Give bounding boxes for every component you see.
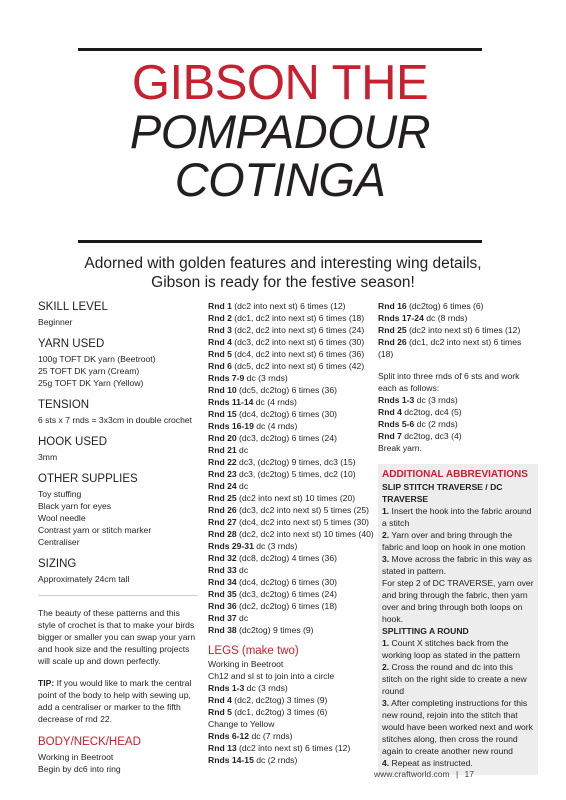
tip-label: TIP: [38, 678, 55, 688]
round-row [208, 300, 378, 312]
round-row-label: Rnd 36 [208, 601, 237, 611]
legs-rounds-3 [378, 300, 538, 360]
round-row [208, 754, 378, 766]
round-row-label: Rnds 6-12 [208, 731, 250, 741]
round-row [208, 528, 378, 540]
round-row-label: Rnds 7-9 [208, 373, 245, 383]
step-item-label: 2. [382, 530, 390, 540]
traverse-steps [382, 505, 534, 577]
round-row-text: (dc2 into next st) 6 times (12) [231, 301, 346, 311]
round-row-label: Rnd 25 [208, 493, 237, 503]
tension-value: 6 sts x 7 rnds = 3x3cm in double crochet [38, 415, 193, 425]
round-row [208, 336, 378, 348]
intro-text: Adorned with golden features and interesting wing details, Gibson is ready for the festive season! [84, 255, 482, 291]
round-row-label: Rnd 13 [208, 743, 237, 753]
supplies-heading: OTHER SUPPLIES [38, 473, 138, 485]
round-row-label: Rnd 4 [208, 695, 232, 705]
round-row [378, 406, 538, 418]
round-row [378, 312, 538, 324]
yarn-list [38, 353, 198, 389]
round-row-label: Rnd 26 [208, 505, 237, 515]
round-row-label: Rnd 23 [208, 469, 237, 479]
step-item [382, 505, 534, 529]
round-row-text: dc [236, 481, 249, 491]
round-row-text: dc (2 rnds) [253, 755, 298, 765]
round-row [208, 588, 378, 600]
round-row [208, 468, 378, 480]
round-row [208, 504, 378, 516]
round-row-label: Rnds 1-3 [378, 395, 415, 405]
round-row-text: (dc3, dc2 into next st) 6 times (30) [231, 337, 365, 347]
round-row [208, 444, 378, 456]
abbreviations-heading: ADDITIONAL ABBREVIATIONS [382, 469, 528, 480]
round-row [208, 396, 378, 408]
round-row-text: (dc2 into next st) 10 times (20) [236, 493, 356, 503]
round-row-label: Rnds 17-24 [378, 313, 424, 323]
round-row [208, 348, 378, 360]
round-row-text: (dc2, dc2 into next st) 10 times (40) [236, 529, 374, 539]
round-row [208, 706, 378, 718]
step-item-label: 3. [382, 698, 390, 708]
round-row-label: Rnd 16 [378, 301, 407, 311]
step-item-label: 1. [382, 506, 390, 516]
supply-item: Toy stuffing [38, 489, 82, 499]
round-row-text: dc (7 rnds) [249, 731, 293, 741]
footer-site: www.craftworld.com [374, 769, 450, 779]
round-row-label: Rnd 7 [378, 431, 402, 441]
round-row-text: dc [236, 613, 249, 623]
round-row-label: Rnd 35 [208, 589, 237, 599]
step-item [382, 757, 534, 769]
body-heading: BODY/NECK/HEAD [38, 736, 141, 748]
skill-heading: SKILL LEVEL [38, 301, 108, 313]
step-item-text: Move across the fabric in this way as stated in pattern. [382, 554, 532, 576]
column-3 [378, 300, 538, 775]
round-row-label: Rnd 20 [208, 433, 237, 443]
break-yarn: Break yarn. [378, 443, 422, 453]
round-row [208, 576, 378, 588]
round-row-text: dc (2 rnds) [414, 419, 458, 429]
round-row [208, 312, 378, 324]
skill-value: Beginner [38, 317, 73, 327]
round-row-text: (dc2, dc2tog) 3 times (9) [231, 695, 328, 705]
body-rounds [208, 300, 378, 636]
step-item-text: Cross the round and dc into this stitch on the right side to create a new round [382, 662, 527, 696]
round-row [378, 418, 538, 430]
round-row [208, 730, 378, 742]
step-item [382, 529, 534, 553]
splitting-subheading: SPLITTING A ROUND [382, 626, 469, 636]
round-row-label: Rnd 28 [208, 529, 237, 539]
step-item-text: Insert the hook into the fabric around a stitch [382, 506, 532, 528]
round-row-text: dc (4 rnds) [253, 397, 297, 407]
watermark: PassionForum.ru [436, 784, 505, 794]
round-row [378, 324, 538, 336]
legs-change: Change to Yellow [208, 719, 275, 729]
supply-item: Wool needle [38, 513, 86, 523]
round-row [378, 430, 538, 442]
round-row [208, 432, 378, 444]
round-row-label: Rnd 4 [208, 337, 232, 347]
round-row-label: Rnd 27 [208, 517, 237, 527]
round-row-label: Rnd 25 [378, 325, 407, 335]
round-row [208, 456, 378, 468]
splitting-steps [382, 637, 534, 769]
round-row [208, 682, 378, 694]
step-item-label: 3. [382, 554, 390, 564]
legs-rounds [208, 682, 378, 718]
bottom-rule [78, 240, 482, 243]
round-row-label: Rnds 11-14 [208, 397, 254, 407]
body-line: Working in Beetroot [38, 752, 114, 762]
tension-heading: TENSION [38, 399, 90, 411]
round-row [208, 324, 378, 336]
round-row-label: Rnd 15 [208, 409, 237, 419]
footer-page-number: 17 [464, 769, 475, 779]
round-row [208, 420, 378, 432]
round-row-label: Rnd 6 [208, 361, 232, 371]
legs-line: Ch12 and sl st to join into a circle [208, 671, 335, 681]
yarn-item: 100g TOFT DK yarn (Beetroot) [38, 354, 156, 364]
step-item-label: 4. [382, 758, 390, 768]
step-item [382, 697, 534, 757]
legs-rounds-2 [208, 730, 378, 766]
round-row-label: Rnd 1 [208, 301, 232, 311]
legs-line: Working in Beetroot [208, 659, 284, 669]
step-item-label: 1. [382, 638, 390, 648]
round-row-text: (dc5, dc2tog) 6 times (36) [236, 385, 337, 395]
supply-item: Black yarn for eyes [38, 501, 112, 511]
round-row-text: (dc2tog) 9 times (9) [236, 625, 314, 635]
round-row-text: (dc1, dc2tog) 3 times (6) [231, 707, 328, 717]
round-row-text: (dc2tog) 6 times (6) [406, 301, 484, 311]
traverse-subheading: SLIP STITCH TRAVERSE / DC TRAVERSE [382, 482, 503, 504]
column-2 [208, 300, 378, 766]
round-row [208, 624, 378, 636]
round-row-text: dc3, (dc2tog) 5 times, dc2 (10) [236, 469, 356, 479]
round-row-text: (dc2, dc2 into next st) 6 times (24) [231, 325, 365, 335]
round-row-label: Rnd 5 [208, 707, 232, 717]
round-row [208, 384, 378, 396]
supply-item: Centraliser [38, 537, 80, 547]
round-row [208, 408, 378, 420]
hook-heading: HOOK USED [38, 436, 108, 448]
round-row-text: (dc2 into next st) 6 times (12) [236, 743, 351, 753]
round-row-text: dc (3 rnds) [244, 373, 288, 383]
round-row-text: dc (8 rnds) [423, 313, 468, 323]
round-row-label: Rnd 26 [378, 337, 407, 347]
round-row-text: (dc4, dc2tog) 6 times (30) [236, 409, 337, 419]
hook-value: 3mm [38, 452, 58, 462]
abbreviations-box [378, 464, 538, 775]
round-row-text: dc (3 rnds) [253, 541, 298, 551]
round-row-text: dc (3 rnds) [244, 683, 288, 693]
step-item-text: Count X stitches back from the working loop as stated in the pattern [382, 638, 521, 660]
yarn-item: 25g TOFT DK Yarn (Yellow) [38, 378, 144, 388]
round-row-text: (dc3, dc2tog) 6 times (24) [236, 433, 337, 443]
split-text: Split into three rnds of 6 sts and work each as follows: [378, 371, 520, 393]
sizing-heading: SIZING [38, 558, 77, 570]
round-row [208, 360, 378, 372]
round-row [378, 336, 538, 360]
round-row-label: Rnds 14-15 [208, 755, 254, 765]
round-row-text: dc (3 rnds) [414, 395, 458, 405]
round-row-text: (dc1, dc2 into next st) 6 times (18) [378, 337, 522, 359]
round-row-text: dc2tog, dc4 (5) [401, 407, 462, 417]
round-row-label: Rnd 2 [208, 313, 232, 323]
step-item [382, 637, 534, 661]
round-row-label: Rnds 5-6 [378, 419, 415, 429]
round-row-label: Rnd 22 [208, 457, 237, 467]
round-row-label: Rnds 1-3 [208, 683, 245, 693]
round-row [378, 394, 538, 406]
article-title [78, 58, 482, 204]
round-row [208, 480, 378, 492]
legs-heading: LEGS (make two) [208, 645, 299, 657]
round-row [208, 372, 378, 384]
round-row [208, 742, 378, 754]
step-item-text: Yarn over and bring through the fabric and loop on hook in one motion [382, 530, 526, 552]
round-row-label: Rnd 24 [208, 481, 237, 491]
round-row [208, 694, 378, 706]
step-item [382, 553, 534, 577]
round-row-label: Rnd 33 [208, 565, 237, 575]
round-row [208, 516, 378, 528]
round-row-text: (dc3, dc2 into next st) 5 times (25) [236, 505, 369, 515]
yarn-heading: YARN USED [38, 338, 105, 350]
round-row-text: (dc8, dc2tog) 4 times (36) [236, 553, 337, 563]
round-row-label: Rnds 29-31 [208, 541, 254, 551]
round-row-label: Rnd 38 [208, 625, 237, 635]
supply-item: Contrast yarn or stitch marker [38, 525, 152, 535]
title-line-2: POMPADOUR [129, 105, 431, 158]
round-row-text: (dc4, dc2tog) 6 times (30) [236, 577, 337, 587]
round-row [208, 612, 378, 624]
step-item-label: 2. [382, 662, 390, 672]
round-row-text: dc [236, 445, 249, 455]
scale-paragraph: The beauty of these patterns and this style of crochet is that to make your birds bigger or smaller you can swap your yarn and hook size and the resulting projects will scale up and down perfectly. [38, 608, 196, 666]
divider [38, 595, 198, 596]
tip-paragraph [38, 677, 198, 725]
round-row-text: (dc2, dc2tog) 6 times (18) [236, 601, 337, 611]
round-row-text: dc3, (dc2tog) 9 times, dc3 (15) [236, 457, 356, 467]
step-item-text: After completing instructions for this new round, rejoin into the stitch that would have been worked next and work stitches along, then cross the round again to create another new round [382, 698, 533, 756]
round-row-label: Rnd 3 [208, 325, 232, 335]
top-rule [78, 48, 482, 51]
round-row-text: (dc3, dc2tog) 6 times (24) [236, 589, 337, 599]
step-item [382, 661, 534, 697]
step-item-text: Repeat as instructed. [389, 758, 473, 768]
footer-separator: | [455, 769, 459, 779]
round-row-text: (dc5, dc2 into next st) 6 times (42) [231, 361, 365, 371]
split-rounds [378, 394, 538, 442]
round-row-label: Rnd 5 [208, 349, 232, 359]
title-line-3: COTINGA [174, 153, 386, 206]
body-line: Begin by dc6 into ring [38, 764, 121, 774]
round-row-text: (dc2 into next st) 6 times (12) [406, 325, 521, 335]
title-line-1: GIBSON THE [131, 56, 429, 110]
round-row-text: dc2tog, dc3 (4) [401, 431, 462, 441]
round-row-text: (dc4, dc2 into next st) 5 times (30) [236, 517, 369, 527]
round-row-label: Rnd 21 [208, 445, 237, 455]
round-row [208, 540, 378, 552]
round-row-text: (dc1, dc2 into next st) 6 times (18) [231, 313, 365, 323]
round-row-label: Rnd 34 [208, 577, 237, 587]
round-row-label: Rnd 4 [378, 407, 402, 417]
sizing-value: Approximately 24cm tall [38, 574, 130, 584]
round-row-label: Rnd 37 [208, 613, 237, 623]
round-row-label: Rnds 16-19 [208, 421, 254, 431]
round-row-text: dc (4 rnds) [253, 421, 298, 431]
page-footer [370, 769, 474, 779]
round-row-label: Rnd 10 [208, 385, 237, 395]
traverse-note: For step 2 of DC TRAVERSE, yarn over and bring through the fabric, then yarn over and bring through both loops on hook. [382, 578, 534, 624]
round-row [208, 564, 378, 576]
round-row [208, 552, 378, 564]
column-1 [38, 300, 198, 775]
round-row [378, 300, 538, 312]
yarn-item: 25 TOFT DK yarn (Cream) [38, 366, 140, 376]
round-row-text: dc [236, 565, 249, 575]
supplies-list [38, 488, 198, 548]
round-row [208, 492, 378, 504]
round-row [208, 600, 378, 612]
round-row-label: Rnd 32 [208, 553, 237, 563]
round-row-text: (dc4, dc2 into next st) 6 times (36) [231, 349, 365, 359]
tip-text: If you would like to mark the central point of the body to help with sewing up, add a centraliser or marker to the fifth decrease of rnd 22. [38, 678, 192, 724]
